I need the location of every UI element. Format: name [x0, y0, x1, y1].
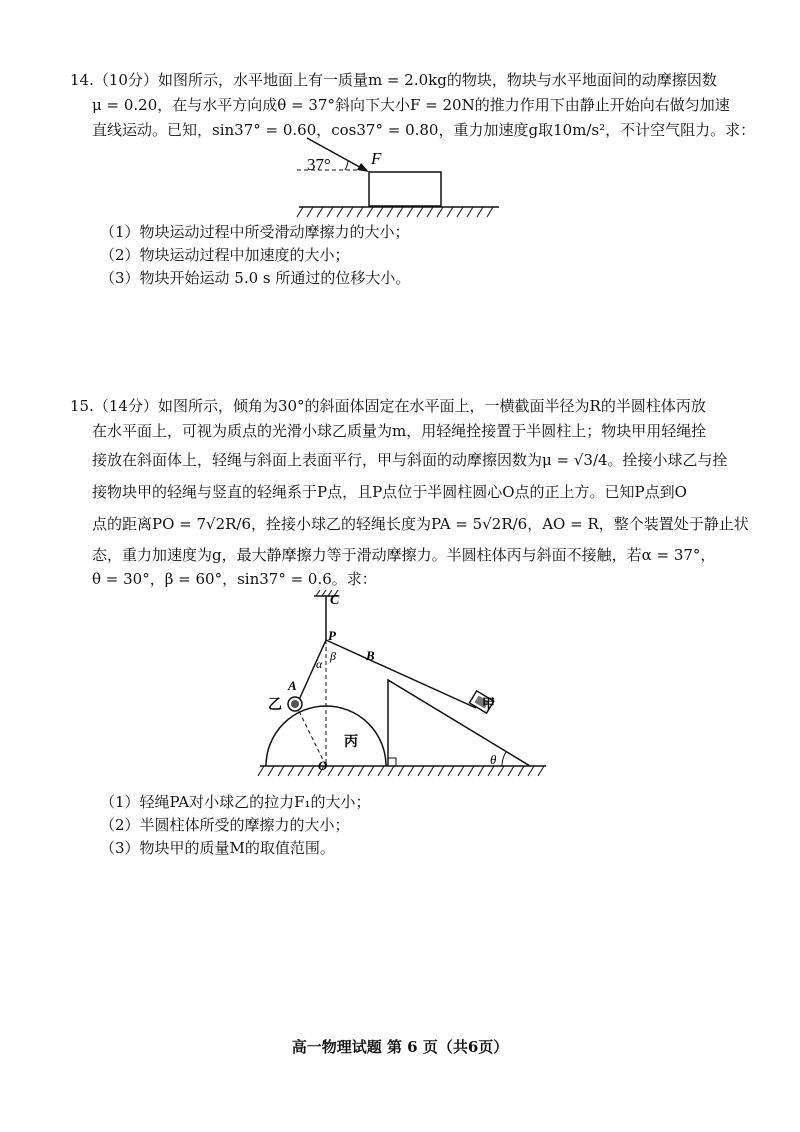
q15-line-2: 在水平面上，可视为质点的光滑小球乙质量为m，用轻绳拴接置于半圆柱上；物块甲用轻绳拴 — [92, 422, 707, 440]
q14-line-2: μ = 0.20，在与水平方向成θ = 37°斜向下大小F = 20N的推力作用下由静止开始向右做匀加速 — [92, 96, 730, 114]
q15-label-yi: 乙 — [268, 698, 282, 713]
q15-label-p: P — [328, 628, 336, 643]
q15-label-a: A — [288, 678, 297, 693]
q15-rope-pa — [298, 640, 326, 702]
q15-label-c: C — [330, 593, 340, 608]
q14-sub-2: （2）物块运动过程中加速度的大小； — [100, 246, 350, 264]
q15-dashed-ao — [296, 705, 326, 766]
q15-ball-fill — [291, 700, 299, 708]
q15-rope-pb — [326, 640, 476, 708]
q15-line-3: 接放在斜面体上，轻绳与斜面上表面平行，甲与斜面的动摩擦因数为μ = √3/4。拴接小球乙与拴 — [92, 451, 728, 469]
q15-label-o: O — [318, 758, 328, 773]
q15-line-5: 点的距离PO = 7√2R/6，拴接小球乙的轻绳长度为PA = 5√2R/6，AO = R，整个装置处于静止状 — [92, 515, 749, 533]
q14-arrow-head — [357, 163, 369, 172]
q15-label-theta: θ — [490, 752, 497, 767]
q15-semicircle — [266, 706, 386, 766]
q15-right-angle-1 — [388, 758, 396, 766]
q14-block — [369, 172, 441, 206]
q14-sub-1: （1）物块运动过程中所受滑动摩擦力的大小； — [100, 223, 410, 241]
q14-sub-3: （3）物块开始运动 5.0 s 所通过的位移大小。 — [100, 269, 411, 287]
q15-line-6: 态，重力加速度为g，最大静摩擦力等于滑动摩擦力。半圆柱体丙与斜面不接触，若α = 37°， — [92, 546, 716, 564]
q14-line-1: 14.（10分）如图所示，水平地面上有一质量m = 2.0kg的物块，物块与水平地面间的动摩擦因数 — [70, 71, 717, 89]
q15-label-jia: 甲 — [482, 696, 496, 711]
q15-label-bing: 丙 — [344, 735, 358, 750]
q15-label-beta: β — [330, 649, 336, 663]
q15-ground-hatch — [258, 766, 544, 776]
q15-figure — [240, 590, 560, 790]
q15-label-alpha: α — [316, 657, 323, 671]
q14-line-3: 直线运动。已知，sin37° = 0.60，cos37° = 0.80，重力加速度g取10m/s²，不计空气阻力。求： — [92, 121, 756, 139]
q14-angle-arc — [345, 160, 348, 170]
q15-theta-arc — [502, 752, 506, 766]
q15-line-4: 接物块甲的轻绳与竖直的轻绳系于P点，且P点位于半圆柱圆心O点的正上方。已知P点到O — [92, 483, 687, 501]
q15-sub-1: （1）轻绳PA对小球乙的拉力F₁的大小； — [100, 793, 371, 811]
q14-figure — [285, 130, 515, 230]
q14-force-label: F — [371, 149, 382, 168]
q15-incline — [388, 680, 530, 766]
q15-line-1: 15.（14分）如图所示，倾角为30°的斜面体固定在水平面上，一横截面半径为R的半圆柱体丙放 — [70, 397, 706, 415]
q14-ground-hatch — [297, 207, 493, 217]
q15-line-7: θ = 30°，β = 60°，sin37° = 0.6。求： — [92, 570, 377, 588]
q15-sub-2: （2）半圆柱体所受的摩擦力的大小； — [100, 816, 350, 834]
q15-sub-3: （3）物块甲的质量M的取值范围。 — [100, 839, 335, 857]
q14-angle-label: 37° — [307, 155, 331, 174]
q15-label-b: B — [366, 648, 375, 663]
page-footer: 高一物理试题 第 6 页（共6页） — [291, 1038, 509, 1056]
